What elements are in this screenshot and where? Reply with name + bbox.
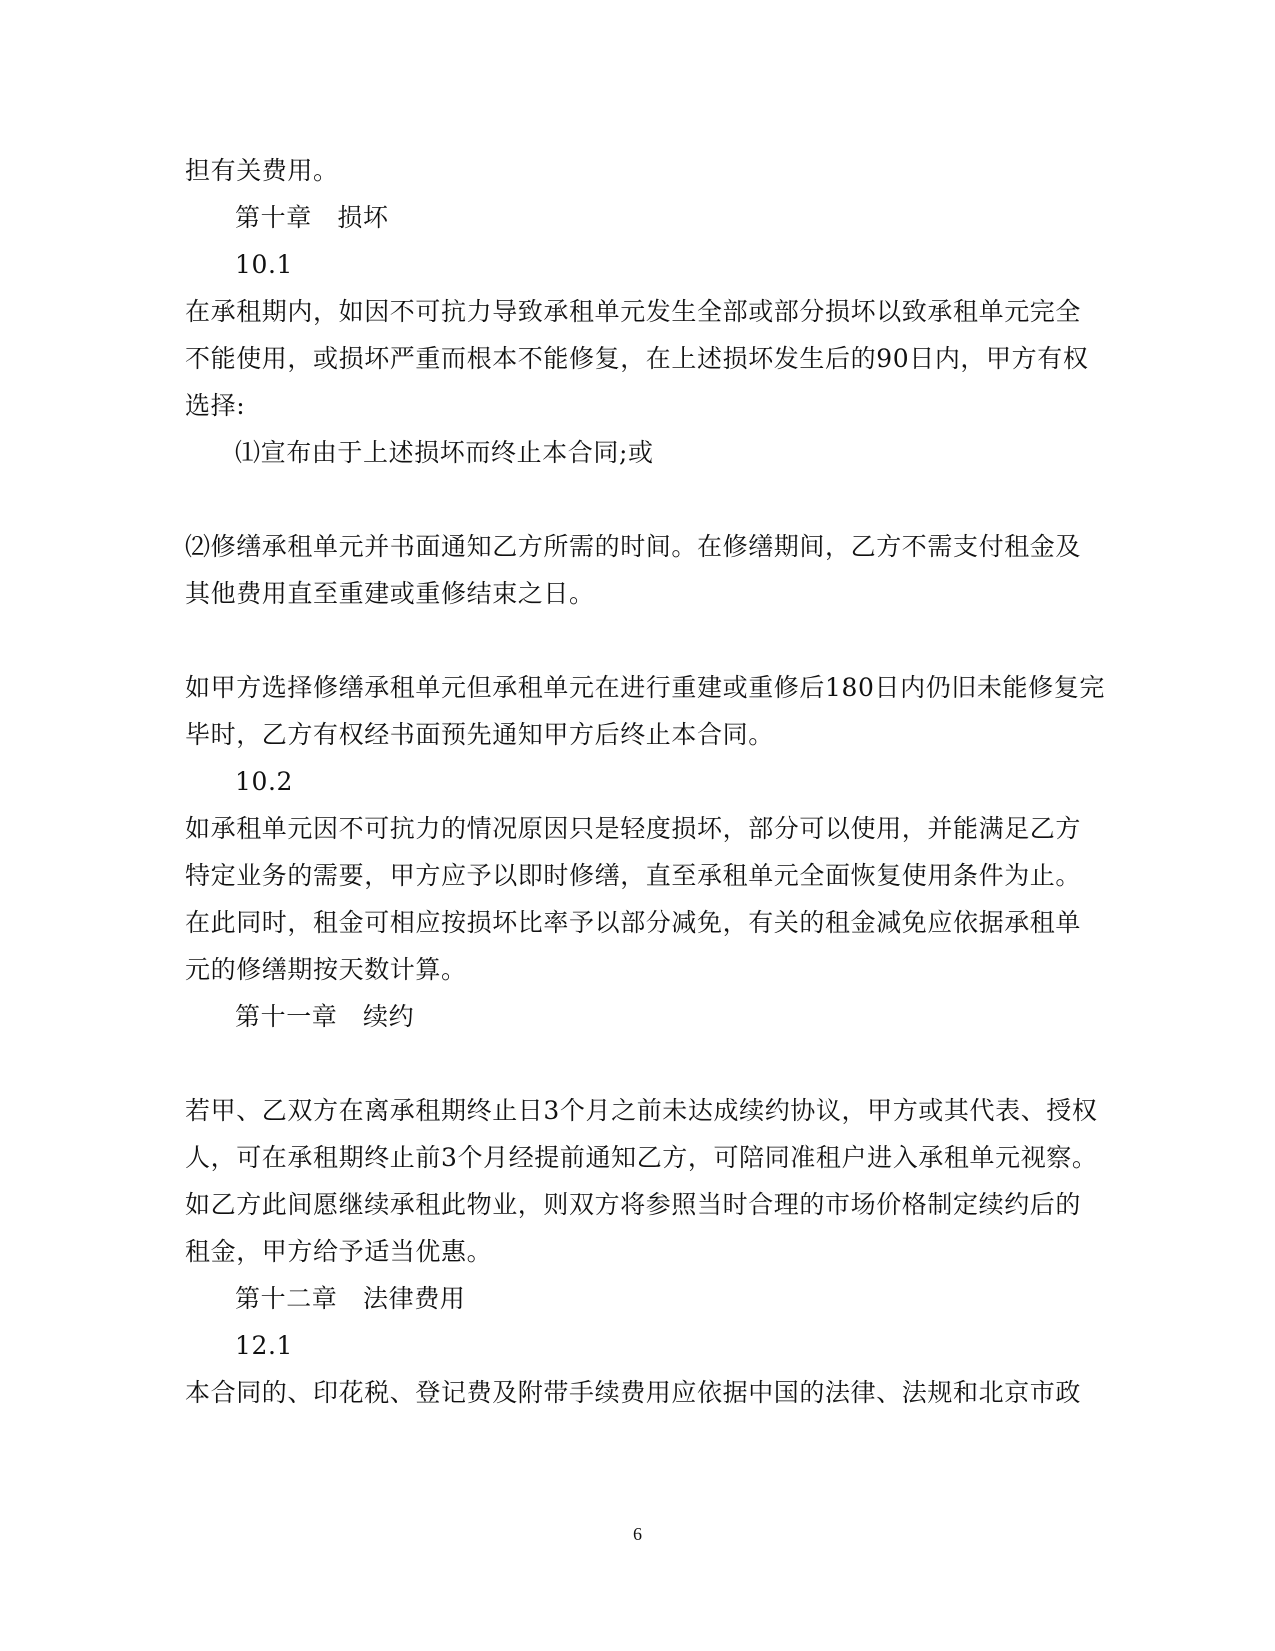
text-line: 在承租期内，如因不可抗力导致承租单元发生全部或部分损坏以致承租单元完全 <box>185 297 1082 326</box>
section-number: 10.2 <box>235 767 294 796</box>
text-line: 选择: <box>185 391 246 420</box>
section-number: 12.1 <box>235 1331 294 1360</box>
text-line: 本合同的、印花税、登记费及附带手续费用应依据中国的法律、法规和北京市政 <box>185 1378 1082 1407</box>
text-line: 如乙方此间愿继续承租此物业，则双方将参照当时合理的市场价格制定续约后的 <box>185 1190 1082 1219</box>
text-line: 若甲、乙双方在离承租期终止日3个月之前未达成续约协议，甲方或其代表、授权 <box>185 1096 1098 1125</box>
chapter-heading: 第十章 损坏 <box>235 203 389 232</box>
text-line: 毕时，乙方有权经书面预先通知甲方后终止本合同。 <box>185 720 774 749</box>
chapter-heading: 第十一章 续约 <box>235 1002 415 1031</box>
text-line: 人，可在承租期终止前3个月经提前通知乙方，可陪同准租户进入承租单元视察。 <box>185 1143 1098 1172</box>
text-line: 如承租单元因不可抗力的情况原因只是轻度损坏，部分可以使用，并能满足乙方 <box>185 814 1082 843</box>
text-line: 在此同时，租金可相应按损坏比率予以部分减免，有关的租金减免应依据承租单 <box>185 908 1082 937</box>
text-line: 特定业务的需要，甲方应予以即时修缮，直至承租单元全面恢复使用条件为止。 <box>185 861 1082 890</box>
text-line: 其他费用直至重建或重修结束之日。 <box>185 579 595 608</box>
section-number: 10.1 <box>235 250 294 279</box>
text-line: 租金，甲方给予适当优惠。 <box>185 1237 493 1266</box>
text-line: 元的修缮期按天数计算。 <box>185 955 467 984</box>
text-line: 担有关费用。 <box>185 156 339 185</box>
list-item: ⑵修缮承租单元并书面通知乙方所需的时间。在修缮期间，乙方不需支付租金及 <box>185 532 1082 561</box>
list-item: ⑴宣布由于上述损坏而终止本合同;或 <box>235 438 654 467</box>
chapter-heading: 第十二章 法律费用 <box>235 1284 466 1313</box>
text-line: 不能使用，或损坏严重而根本不能修复，在上述损坏发生后的90日内，甲方有权 <box>185 344 1089 373</box>
page-number: 6 <box>633 1524 642 1544</box>
text-line: 如甲方选择修缮承租单元但承租单元在进行重建或重修后180日内仍旧未能修复完 <box>185 673 1105 702</box>
